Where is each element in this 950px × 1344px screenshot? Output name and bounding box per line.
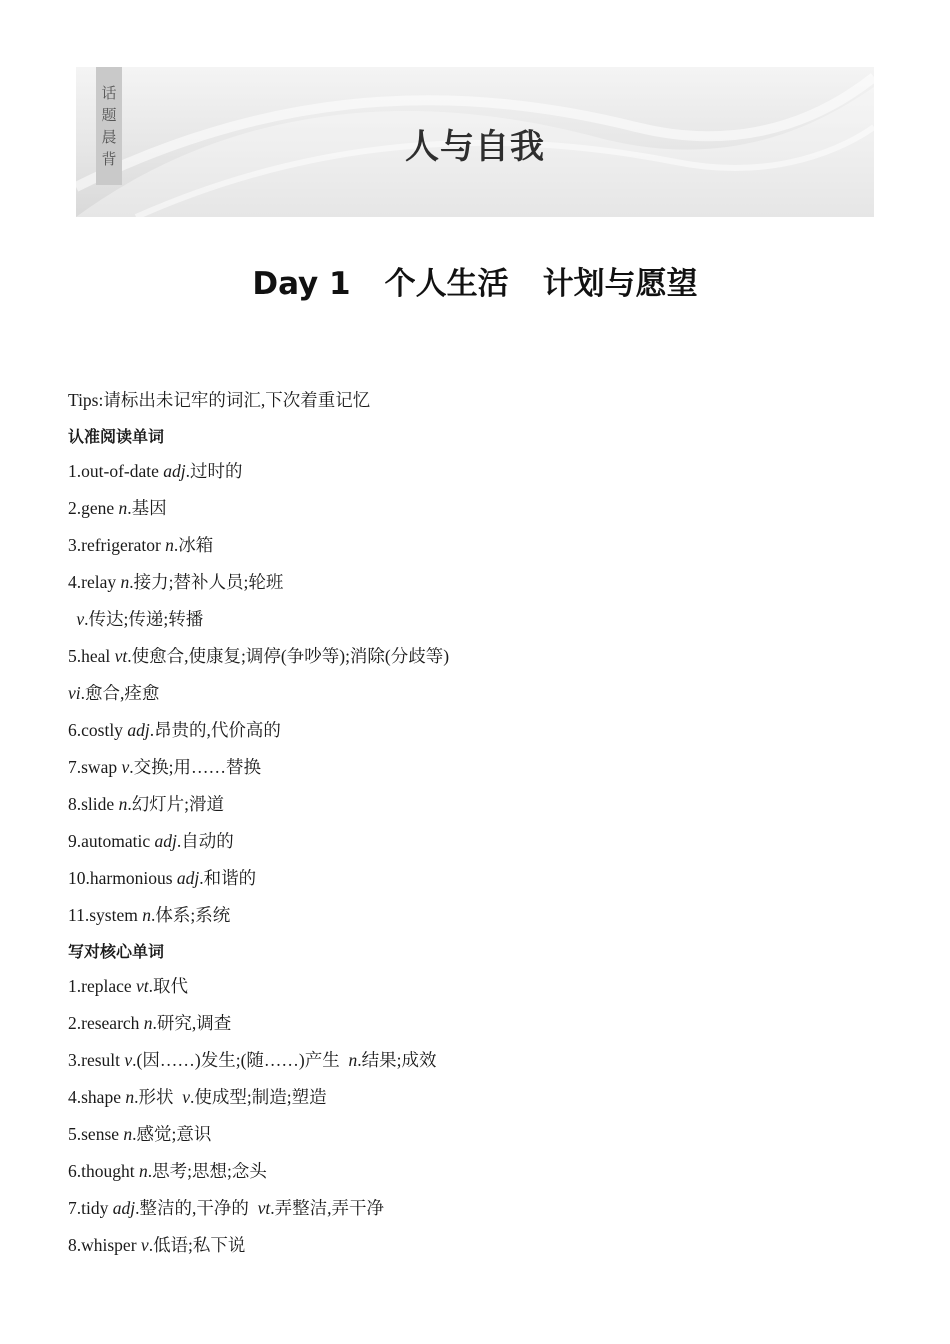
entry-pos-2: n xyxy=(348,1050,358,1070)
tips-text: Tips:请标出未记牢的词汇,下次着重记忆 xyxy=(68,390,371,410)
entry-pos: n xyxy=(125,1087,135,1107)
vocab-entry xyxy=(68,1231,888,1268)
entry-pos: adj xyxy=(176,868,200,888)
vocab-entry xyxy=(68,1046,888,1083)
vocab-entry xyxy=(68,494,888,531)
entry-meaning: .交换;用……替换 xyxy=(129,757,261,777)
entry-pos: vi xyxy=(68,683,81,703)
vocab-entry xyxy=(68,605,888,642)
entry-meaning-2: .弄整洁,弄干净 xyxy=(270,1198,384,1218)
entry-meaning: .思考;思想;念头 xyxy=(147,1161,267,1181)
entry-pos: v xyxy=(124,1050,133,1070)
entry-pos: n xyxy=(143,1013,153,1033)
banner-title: 人与自我 xyxy=(405,127,545,167)
entry-meaning: .愈合,痊愈 xyxy=(80,683,160,703)
entry-word: 8.whisper xyxy=(68,1235,141,1255)
entry-pos: vt xyxy=(114,646,128,666)
entry-meaning: .昂贵的,代价高的 xyxy=(149,720,281,740)
entry-pos: n xyxy=(118,794,128,814)
entry-pos: v xyxy=(76,609,85,629)
vocab-entry xyxy=(68,864,888,901)
entry-pos: n xyxy=(138,1161,148,1181)
vocab-entry xyxy=(68,972,888,1009)
entry-word: 8.slide xyxy=(68,794,119,814)
vocab-entry xyxy=(68,568,888,605)
entry-meaning: .接力;替补人员;轮班 xyxy=(129,572,284,592)
entry-word: 7.tidy xyxy=(68,1198,113,1218)
entry-meaning: .冰箱 xyxy=(173,535,214,555)
entry-word: 2.research xyxy=(68,1013,144,1033)
entry-word: 11.system xyxy=(68,905,143,925)
entry-meaning: .形状 xyxy=(134,1087,183,1107)
vocab-entry xyxy=(68,790,888,827)
entry-word: 9.automatic xyxy=(68,831,155,851)
vocab-entry xyxy=(68,1157,888,1194)
side-tag-char: 话 xyxy=(101,84,117,102)
entry-meaning: .取代 xyxy=(148,976,189,996)
entry-pos: n xyxy=(165,535,174,555)
reading-heading: 认准阅读单词 xyxy=(68,427,165,446)
vocab-content xyxy=(68,386,888,1268)
entry-pos: n xyxy=(123,1124,133,1144)
entry-pos-2: v xyxy=(182,1087,191,1107)
topic-plans-wishes: 计划与愿望 xyxy=(542,266,698,302)
entry-word: 3.result xyxy=(68,1050,125,1070)
entry-pos: n xyxy=(142,905,151,925)
entry-meaning: .低语;私下说 xyxy=(148,1235,246,1255)
side-tag-char: 晨 xyxy=(101,128,117,146)
entry-word: 1.replace xyxy=(68,976,137,996)
entry-meaning-2: .使成型;制造;塑造 xyxy=(190,1087,327,1107)
entry-meaning: .体系;系统 xyxy=(150,905,231,925)
entry-meaning: .整洁的,干净的 xyxy=(135,1198,258,1218)
vocab-entry xyxy=(68,827,888,864)
entry-meaning: .过时的 xyxy=(185,461,243,481)
entry-pos: adj xyxy=(163,461,186,481)
vocab-entry xyxy=(68,753,888,790)
day-label: Day 1 xyxy=(252,266,351,302)
entry-meaning: .使愈合,使康复;调停(争吵等);消除(分歧等) xyxy=(127,646,450,666)
entry-meaning: .(因……)发生;(随……)产生 xyxy=(132,1050,349,1070)
entry-meaning: .研究,调查 xyxy=(152,1013,232,1033)
entry-pos: v xyxy=(140,1235,149,1255)
entry-pos: adj xyxy=(154,831,177,851)
entry-pos: adj xyxy=(127,720,150,740)
entry-word: 3.refrigerator xyxy=(68,535,166,555)
entry-word: 1.out-of-date xyxy=(68,461,164,481)
entry-meaning: .幻灯片;滑道 xyxy=(127,794,225,814)
side-tag-char: 题 xyxy=(101,106,117,124)
entry-word: 2.gene xyxy=(68,498,119,518)
entry-meaning: .和谐的 xyxy=(199,868,257,888)
vocab-entry xyxy=(68,1009,888,1046)
vocab-entry xyxy=(68,716,888,753)
vocab-entry xyxy=(68,1120,888,1157)
vocab-entry xyxy=(68,679,888,716)
entry-pos: vt xyxy=(136,976,149,996)
entry-word: 5.sense xyxy=(68,1124,124,1144)
vocab-entry xyxy=(68,531,888,568)
entry-meaning: .传达;传递;转播 xyxy=(84,609,204,629)
entry-word: 4.relay xyxy=(68,572,121,592)
vocab-entry xyxy=(68,642,888,679)
entry-pos: n xyxy=(118,498,128,518)
entry-meaning: .自动的 xyxy=(176,831,234,851)
vocab-entry xyxy=(68,1083,888,1120)
page-title xyxy=(0,258,950,303)
vocab-entry xyxy=(68,457,888,494)
topic-personal-life: 个人生活 xyxy=(384,266,509,302)
entry-pos: n xyxy=(120,572,130,592)
entry-meaning: .感觉;意识 xyxy=(132,1124,212,1144)
entry-word: 7.swap xyxy=(68,757,122,777)
writing-heading: 写对核心单词 xyxy=(68,942,165,961)
vocab-entry xyxy=(68,901,888,938)
entry-meaning-2: .结果;成效 xyxy=(357,1050,437,1070)
header-banner xyxy=(76,67,874,217)
entry-meaning: .基因 xyxy=(127,498,167,518)
entry-word: 5.heal xyxy=(68,646,115,666)
entry-pos: adj xyxy=(112,1198,136,1218)
entry-word: 6.thought xyxy=(68,1161,139,1181)
entry-word: 4.shape xyxy=(68,1087,126,1107)
entry-pos: v xyxy=(121,757,130,777)
entry-word: 10.harmonious xyxy=(68,868,177,888)
vocab-entry xyxy=(68,1194,888,1231)
entry-pos-2: vt xyxy=(257,1198,271,1218)
entry-word: 6.costly xyxy=(68,720,128,740)
side-tag-char: 背 xyxy=(101,150,117,168)
